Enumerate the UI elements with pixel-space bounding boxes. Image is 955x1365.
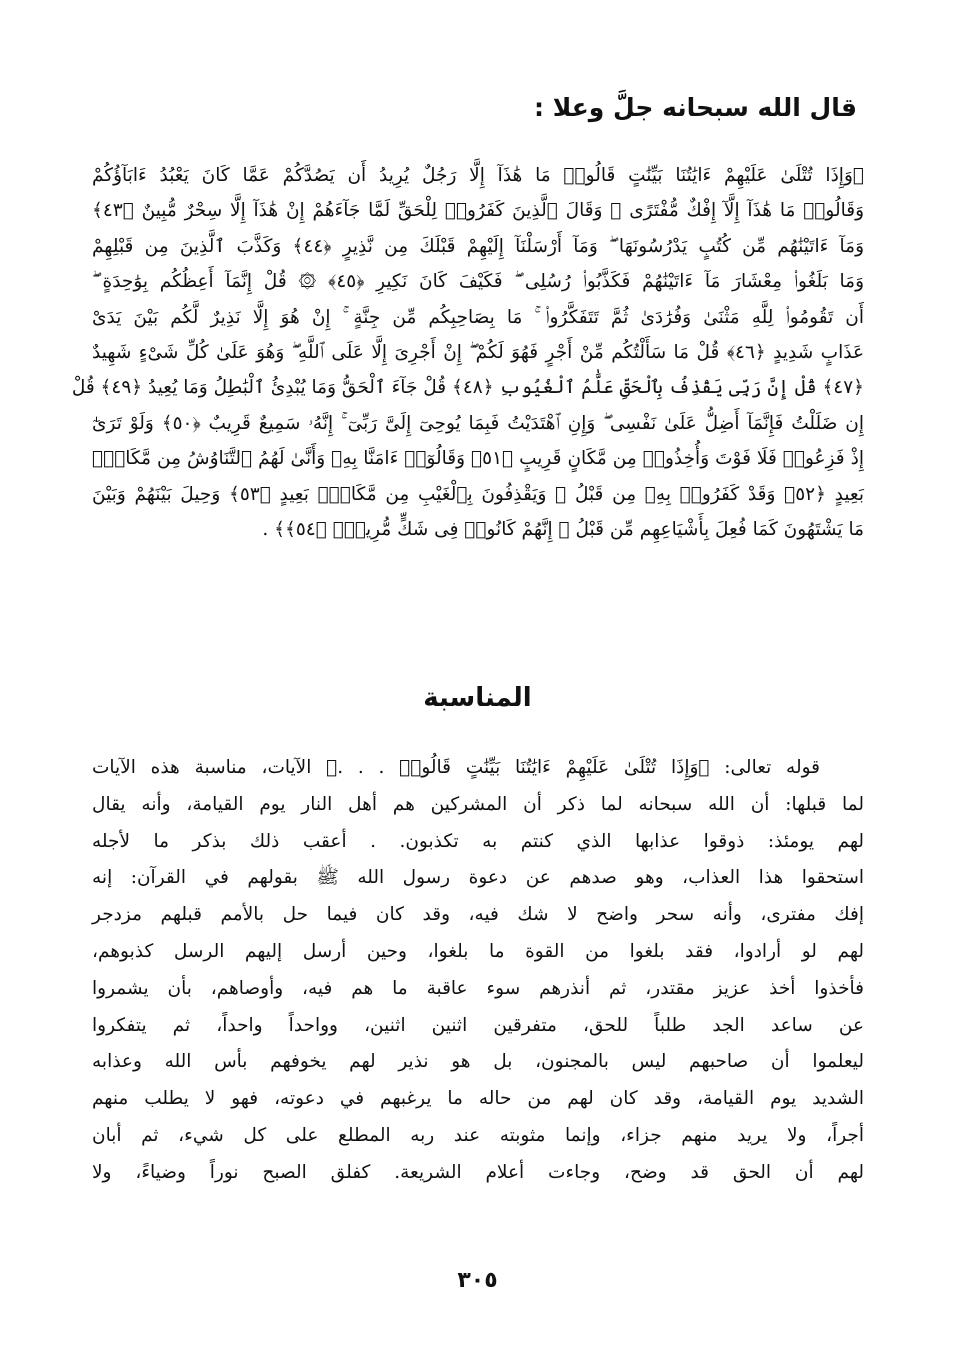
body-line: عن ساعد الجد طلباً للحق، متفرقين اثنين اثنين، وواحداً واحداً، ثم يتفكروا [92, 1014, 864, 1036]
quran-line: وَمَا بَلَغُوا۟ مِعْشَارَ مَآ ءَاتَيْنَٰهُمْ فَكَذَّبُوا۟ رُسُلِى ۖ فَكَيْفَ كَانَ نَكِيرِ ﴿٤٥﴾ ۞ قُلْ إِنَّمَآ أَعِظُكُم بِوَٰحِدَةٍ ۖ [92, 271, 864, 293]
body-line: استحقوا هذا العذاب، وهو صدهم عن دعوة رسول الله ﷺ بقولهم في القرآن: إنه [92, 867, 864, 889]
body-line: لهم لو أرادوا، فقد بلغوا من القوة ما بلغوا، وحين أرسل إليهم الرسل كذبوهم، [92, 940, 864, 962]
quran-line: بَعِيدٍ ﴿٥٢﴾ وَقَدْ كَفَرُوا۟ بِهِۦ مِن قَبْلُ ۖ وَيَقْذِفُونَ بِٱلْغَيْبِ مِن مَّكَانٍۭ بَعِيدٍ ﴿٥٣﴾ وَحِيلَ بَيْنَهُمْ وَبَيْنَ [92, 483, 864, 505]
quran-line: إِذْ فَزِعُوا۟ فَلَا فَوْتَ وَأُخِذُوا۟ مِن مَّكَانٍ قَرِيبٍ ﴿٥١﴾ وَقَالُوٓا۟ ءَامَنَّا بِهِۦ وَأَنَّىٰ لَهُمُ ٱلتَّنَاوُشُ مِن مَّكَانٍۭ [92, 448, 864, 470]
quran-line: ﴿وَإِذَا تُتْلَىٰ عَلَيْهِمْ ءَايَٰتُنَا بَيِّنَٰتٍ قَالُوا۟ مَا هَٰذَآ إِلَّا رَجُلٌ يُرِيدُ أَن يَصُدَّكُمْ عَمَّا كَانَ يَعْبُدُ ءَابَآؤُكُمْ [92, 165, 864, 186]
commentary-body [92, 750, 864, 1192]
body-line: إفك مفترى، وأنه سحر واضح لا شك فيه، وقد كان فيما حل بالأمم قبلهم مزدجر [92, 904, 864, 926]
body-line: الشديد يوم القيامة، وقد كان لهم من حاله ما يرغبهم في دعوته، فهو لا يطلب منهم [92, 1088, 864, 1110]
quran-line: مَا يَشْتَهُونَ كَمَا فُعِلَ بِأَشْيَاعِهِم مِّن قَبْلُ ۚ إِنَّهُمْ كَانُوا۟ فِى شَكٍّ مُّرِيبٍۭ ﴿٥٤﴾﴾ . [262, 518, 864, 540]
body-line: لما قبلها: أن الله سبحانه لما ذكر أن المشركين هم أهل النار يوم القيامة، وأنه يقال [92, 793, 864, 815]
quran-line: عَذَابٍ شَدِيدٍ ﴿٤٦﴾ قُلْ مَا سَأَلْتُكُم مِّنْ أَجْرٍ فَهُوَ لَكُمْ ۖ إِنْ أَجْرِىَ إِلَّا عَلَى ٱللَّهِ ۖ وَهُوَ عَلَىٰ كُلِّ شَىْءٍ شَهِيدٌ [92, 341, 864, 363]
body-line: فأخذوا أخذ عزيز مقتدر، ثم أنذرهم سوء عاقبة ما هم فيه، وأوصاهم، بأن يشمروا [92, 977, 864, 999]
quran-line: إِن ضَلَلْتُ فَإِنَّمَآ أَضِلُّ عَلَىٰ نَفْسِى ۖ وَإِنِ ٱهْتَدَيْتُ فَبِمَا يُوحِىٓ إِلَىَّ رَبِّىٓ ۚ إِنَّهُۥ سَمِيعٌ قَرِيبٌ ﴿٥٠﴾ وَلَوْ تَرَىٰٓ [92, 412, 864, 434]
body-line: ليعلموا أن صاحبهم ليس بالمجنون، بل هو نذير لهم يخوفهم بأس الله وعذابه [92, 1051, 864, 1073]
page-number: ٣٠٥ [457, 1268, 498, 1293]
body-line: لهم يومئذ: ذوقوا عذابها الذي كنتم به تكذبون. . أعقب ذلك بذكر ما لأجله [92, 830, 864, 852]
section-heading: المناسبة [423, 683, 532, 713]
body-line: أجراً، ولا يريد منهم جزاء، وإنما مثوبته عند ربه المطلع على كل شيء، ثم أبان [92, 1124, 864, 1146]
quran-line: أَن تَقُومُوا۟ لِلَّهِ مَثْنَىٰ وَفُرَٰدَىٰ ثُمَّ تَتَفَكَّرُوا۟ ۚ مَا بِصَاحِبِكُم مِّن جِنَّةٍ ۚ إِنْ هُوَ إِلَّا نَذِيرٌ لَّكُم بَيْنَ يَدَىْ [92, 306, 864, 328]
quran-line: ﴿٤٧﴾ قُلْ إِنَّ رَبِّى يَقْذِفُ بِٱلْحَقِّ عَلَّٰمُ ٱلْغُيُوبِ ﴿٤٨﴾ قُلْ جَآءَ ٱلْحَقُّ وَمَا يُبْدِئُ ٱلْبَٰطِلُ وَمَا يُعِيدُ ﴿٤٩﴾ قُلْ [71, 377, 864, 399]
quran-line: وَقَالُوا۟ مَا هَٰذَآ إِلَّآ إِفْكٌ مُّفْتَرًى ۚ وَقَالَ ٱلَّذِينَ كَفَرُوا۟ لِلْحَقِّ لَمَّا جَآءَهُمْ إِنْ هَٰذَآ إِلَّا سِحْرٌ مُّبِينٌ ﴿٤٣﴾ [92, 200, 864, 222]
intro-heading: قال الله سبحانه جلَّ وعلا : [534, 93, 857, 122]
quran-verses-block [71, 158, 864, 547]
body-line: قوله تعالى: ﴿وَإِذَا تُتْلَىٰ عَلَيْهِمْ ءَايَٰتُنَا بَيِّنَٰتٍ قَالُوا۟ . . .﴾ الآيات، مناسبة هذه الآيات [92, 757, 820, 778]
quran-line: وَمَآ ءَاتَيْنَٰهُم مِّن كُتُبٍ يَدْرُسُونَهَا ۖ وَمَآ أَرْسَلْنَآ إِلَيْهِمْ قَبْلَكَ مِن نَّذِيرٍ ﴿٤٤﴾ وَكَذَّبَ ٱلَّذِينَ مِن قَبْلِهِمْ [92, 235, 864, 257]
body-line: لهم أن الحق قد وضح، وجاءت أعلام الشريعة. كفلق الصبح نوراً وضياءً، ولا [92, 1161, 864, 1183]
